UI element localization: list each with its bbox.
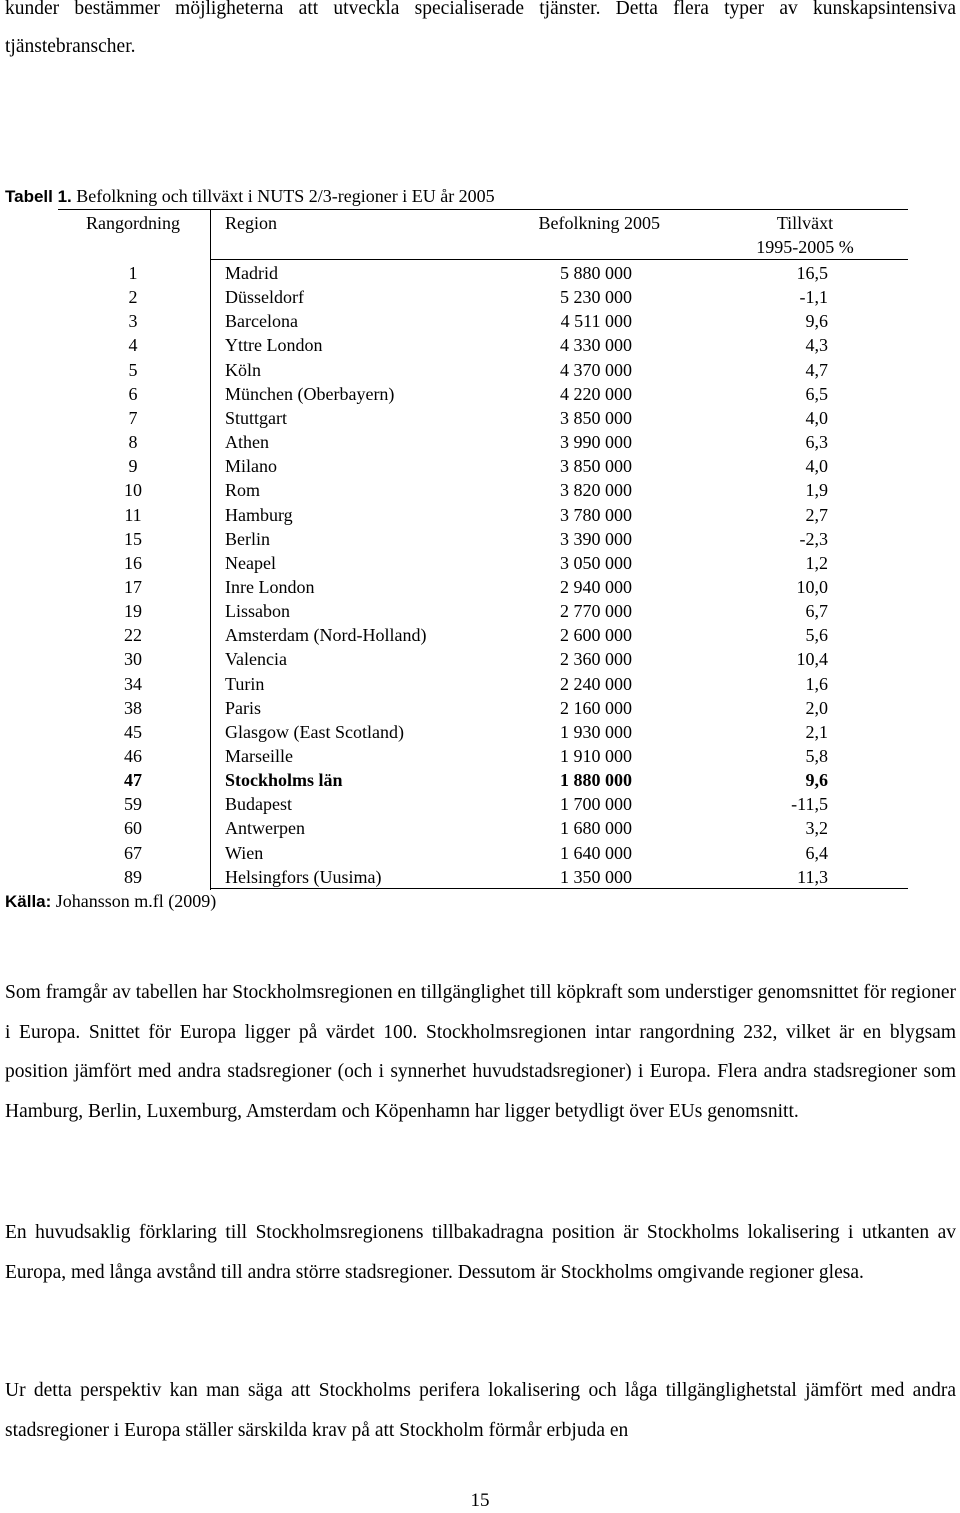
- table-cell-region: Lissabon: [225, 601, 290, 622]
- table-cell-growth: -11,5: [791, 794, 828, 815]
- table-caption-label: Tabell 1.: [5, 187, 72, 206]
- table-cell-rank: 30: [124, 649, 142, 670]
- table-cell-population: 2 600 000: [560, 625, 632, 646]
- header-region: Region: [225, 213, 277, 233]
- table-cell-rank: 11: [124, 504, 142, 525]
- table-cell-growth: 4,3: [805, 335, 828, 356]
- table-cell-population: 3 850 000: [560, 456, 632, 477]
- intro-paragraph: kunder bestämmer möjligheterna att utveckla specialiserade tjänster. Detta flera typer av kunskapsintensiva tjänstebranscher.: [5, 0, 956, 57]
- table-cell-rank: 89: [124, 866, 142, 887]
- table-cell-population: 2 240 000: [560, 673, 632, 694]
- table-cell-growth: 2,1: [805, 721, 828, 742]
- header-population: Befolkning 2005: [538, 213, 660, 233]
- table-cell-growth: 1,9: [805, 480, 828, 501]
- table-cell-population: 4 370 000: [560, 359, 632, 380]
- table-cell-growth: 2,7: [805, 504, 828, 525]
- table-cell-growth: 4,7: [805, 359, 828, 380]
- table-cell-population: 3 390 000: [560, 528, 632, 549]
- header-bottom-rule: [210, 259, 908, 260]
- table-cell-region: Barcelona: [225, 311, 298, 332]
- table-cell-region: Köln: [225, 359, 261, 380]
- table-cell-population: 1 910 000: [560, 746, 632, 766]
- table-cell-population: 2 160 000: [560, 697, 632, 718]
- table-cell-growth: 10,0: [796, 576, 828, 597]
- table-cell-growth: 11,3: [797, 866, 828, 887]
- table-cell-population: 2 940 000: [560, 576, 632, 597]
- table-cell-region: Rom: [225, 480, 261, 501]
- table-cell-population: 1 700 000: [560, 794, 632, 815]
- table-cell-growth: 5,8: [805, 746, 828, 766]
- table-cell-rank: 5: [128, 359, 138, 380]
- table-cell-region: Amsterdam (Nord-Holland): [225, 625, 427, 646]
- header-growth-line2: 1995-2005 %: [756, 237, 854, 257]
- table-cell-growth: 4,0: [805, 456, 828, 477]
- table-cell-population: 3 990 000: [560, 432, 632, 453]
- table-cell-region: Valencia: [225, 649, 287, 670]
- table-column-divider: [210, 210, 211, 890]
- table-cell-population: 1 930 000: [560, 721, 632, 742]
- table-cell-region: Stuttgart: [225, 407, 287, 428]
- table-cell-growth: 16,5: [796, 263, 828, 283]
- table-cell-rank: 16: [124, 552, 142, 573]
- table-cell-population: 5 230 000: [560, 287, 632, 308]
- table-cell-growth: 6,5: [805, 383, 828, 404]
- table-cell-growth: 2,0: [805, 697, 828, 718]
- table-cell-population: 3 850 000: [560, 407, 632, 428]
- table-cell-growth: -2,3: [799, 528, 828, 549]
- table-cell-region: Glasgow (East Scotland): [225, 721, 404, 742]
- table-cell-population: 5 880 000: [560, 263, 632, 283]
- table-cell-rank: 6: [128, 383, 138, 404]
- table-cell-growth: 10,4: [796, 649, 828, 670]
- table-cell-population: 3 820 000: [560, 480, 632, 501]
- table-cell-region: Yttre London: [225, 335, 323, 356]
- source-text: Johansson m.fl (2009): [55, 891, 217, 911]
- table-cell-region: Hamburg: [225, 504, 293, 525]
- table-cell-growth: 6,4: [805, 842, 828, 863]
- table-cell-growth: 1,2: [805, 552, 828, 573]
- table-cell-region: Turin: [225, 673, 265, 694]
- table-cell-population: 1 680 000: [560, 818, 632, 839]
- table-cell-rank: 34: [124, 673, 142, 694]
- header-rank: Rangordning: [86, 213, 180, 233]
- table-cell-growth: 1,6: [805, 673, 828, 694]
- table-cell-rank: 45: [124, 721, 142, 742]
- table-cell-region: München (Oberbayern): [225, 383, 395, 404]
- table-cell-rank: 67: [124, 842, 142, 863]
- table-caption-title: Befolkning och tillväxt i NUTS 2/3-regioner i EU år 2005: [76, 186, 495, 206]
- table-cell-population: 3 780 000: [560, 504, 632, 525]
- table-cell-region: Madrid: [225, 263, 278, 283]
- table-cell-population: 2 770 000: [560, 601, 632, 622]
- table-cell-region: Neapel: [225, 552, 276, 573]
- table-cell-rank: 10: [124, 480, 142, 501]
- page-number: 15: [470, 1490, 490, 1511]
- table-cell-population: 3 050 000: [560, 552, 632, 573]
- table-caption: [5, 185, 495, 208]
- table-bottom-rule: [210, 888, 908, 889]
- table-cell-growth: 6,3: [805, 432, 828, 453]
- table-source: [5, 890, 216, 913]
- table-cell-region: Budapest: [225, 794, 292, 815]
- table-cell-rank: 17: [124, 576, 142, 597]
- table-cell-population: 1 640 000: [560, 842, 632, 863]
- table-cell-rank: 3: [128, 311, 138, 332]
- table-cell-growth: 9,6: [805, 770, 828, 791]
- table-cell-region: Helsingfors (Uusima): [225, 866, 382, 887]
- body-paragraph-3: Ur detta perspektiv kan man säga att Stockholms perifera lokalisering och låga tillgänglighetstal jämfört med andra stadsregioner i Europa ställer särskilda krav på att Stockholm förmår erbjuda en: [5, 1380, 956, 1441]
- table-cell-rank: 46: [124, 746, 142, 766]
- table-cell-region: Antwerpen: [225, 818, 305, 839]
- table-cell-rank: 19: [124, 601, 142, 622]
- header-growth-line1: Tillväxt: [776, 213, 834, 233]
- table-cell-population: 1 880 000: [560, 770, 632, 791]
- table-cell-region: Athen: [225, 432, 269, 453]
- table-cell-rank: 8: [128, 432, 138, 453]
- table-cell-growth: 4,0: [805, 407, 828, 428]
- table-cell-region: Milano: [225, 456, 277, 477]
- table-cell-rank: 1: [128, 263, 138, 283]
- table-cell-region: Berlin: [225, 528, 270, 549]
- table-cell-rank: 60: [124, 818, 142, 839]
- table-cell-region: Marseille: [225, 746, 293, 766]
- table-cell-rank: 22: [124, 625, 142, 646]
- table-cell-population: 4 330 000: [560, 335, 632, 356]
- table-cell-population: 4 511 000: [560, 311, 632, 332]
- body-paragraph-1: Som framgår av tabellen har Stockholmsregionen en tillgänglighet till köpkraft som understiger genomsnittet för regioner i Europa. Snittet för Europa ligger på värdet 100. Stockholmsregionen intar rangordning 232, vilket är en blygsam position jämfört med andra stadsregioner (och i synnerhet huvudstadsregioner) i Europa. Flera andra stadsregioner som Hamburg, Berlin, Luxemburg, Amsterdam och Köpenhamn har ligger betydligt över EUs genomsnitt.: [5, 982, 956, 1122]
- table-cell-growth: 3,2: [805, 818, 828, 839]
- table-cell-rank: 47: [124, 770, 142, 791]
- table-cell-region: Paris: [225, 697, 261, 718]
- table-cell-rank: 2: [128, 287, 138, 308]
- table-cell-growth: 9,6: [805, 311, 828, 332]
- table-top-rule: [58, 209, 908, 210]
- table-cell-rank: 59: [124, 794, 142, 815]
- table-cell-population: 1 350 000: [560, 866, 632, 887]
- source-label: Källa:: [5, 892, 52, 911]
- table-cell-rank: 15: [124, 528, 142, 549]
- table-cell-rank: 9: [128, 456, 138, 477]
- table-cell-population: 4 220 000: [560, 383, 632, 404]
- table-cell-region: Düsseldorf: [225, 287, 304, 308]
- table-cell-growth: 5,6: [805, 625, 828, 646]
- body-paragraph-2: En huvudsaklig förklaring till Stockholmsregionens tillbakadragna position är Stockholms lokalisering i utkanten av Europa, med långa avstånd till andra större stadsregioner. Dessutom är Stockholms omgivande regioner glesa.: [5, 1222, 956, 1283]
- table-cell-growth: 6,7: [805, 601, 828, 622]
- table-cell-region: Wien: [225, 842, 264, 863]
- table-cell-rank: 4: [128, 335, 138, 356]
- table-cell-population: 2 360 000: [560, 649, 632, 670]
- table-cell-rank: 7: [128, 407, 138, 428]
- table-cell-region: Stockholms län: [225, 770, 343, 791]
- table-cell-rank: 38: [124, 697, 142, 718]
- table-cell-growth: -1,1: [799, 287, 828, 308]
- table-cell-region: Inre London: [225, 576, 315, 597]
